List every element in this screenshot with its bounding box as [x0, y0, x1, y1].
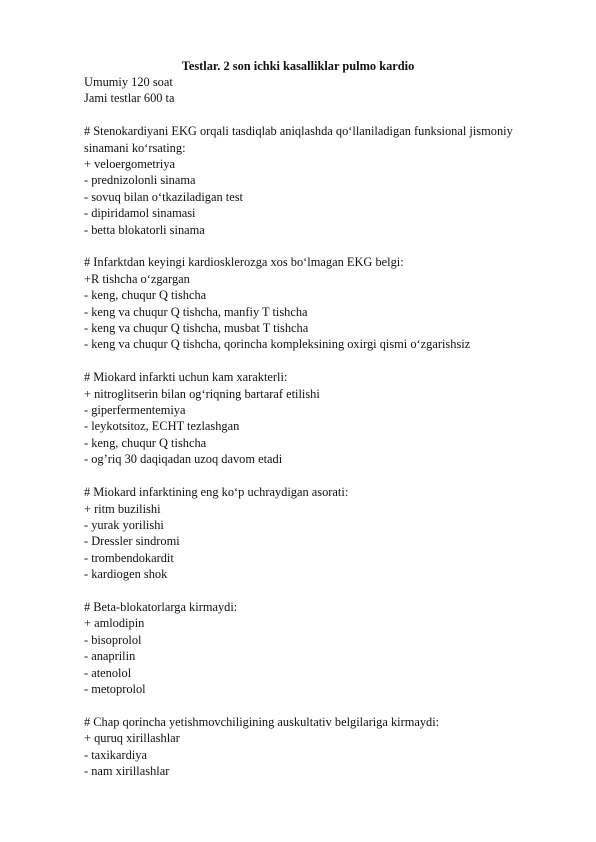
- answer-option: - betta blokatorli sinama: [84, 222, 205, 237]
- total-tests: Jami testlar 600 ta: [84, 91, 175, 106]
- correct-answer: + amlodipin: [84, 616, 145, 631]
- correct-answer: + veloergometriya: [84, 157, 176, 172]
- question-list: [84, 107, 554, 780]
- question-text: # Infarktdan keyingi kardiosklerozga xos bo‘lmagan EKG belgi:: [84, 255, 404, 270]
- question-block: [84, 123, 554, 238]
- correct-answer: + quruq xirillashlar: [84, 731, 180, 746]
- blank-line: [84, 107, 554, 123]
- question-block: [84, 599, 554, 697]
- answer-option: - dipiridamol sinamasi: [84, 206, 196, 221]
- document-title: Testlar. 2 son ichki kasalliklar pulmo kardio: [181, 59, 415, 73]
- total-hours: Umumiy 120 soat: [84, 75, 173, 89]
- answer-option: - bisoprolol: [84, 632, 142, 647]
- question-block: [84, 484, 554, 582]
- answer-option: - keng va chuqur Q tishcha, qorincha kompleksining oxirgi qismi o‘zgarishsiz: [84, 337, 471, 352]
- correct-answer: +R tishcha o‘zgargan: [84, 271, 190, 286]
- question-block: [84, 254, 554, 352]
- question-text: # Beta-blokatorlarga kirmaydi:: [84, 599, 238, 614]
- blank-line: [84, 353, 554, 369]
- answer-option: - yurak yorilishi: [84, 517, 164, 532]
- question-text: # Miokard infarktining eng ko‘p uchraydigan asorati:: [84, 485, 349, 500]
- answer-option: - kardiogen shok: [84, 567, 168, 582]
- blank-line: [84, 697, 554, 713]
- question-text: # Miokard infarkti uchun kam xarakterli:: [84, 370, 288, 385]
- question-text: # Stenokardiyani EKG orqali tasdiqlab aniqlashda qo‘llaniladigan funksional jismoniy sinamani ko‘rsating:: [84, 124, 513, 155]
- correct-answer: + nitroglitserin bilan og‘riqning bartaraf etilishi: [84, 386, 320, 401]
- question-block: [84, 369, 554, 467]
- answer-option: - keng, chuqur Q tishcha: [84, 435, 207, 450]
- answer-option: - sovuq bilan o‘tkaziladigan test: [84, 189, 243, 204]
- blank-line: [84, 583, 554, 599]
- document-body: [84, 74, 554, 779]
- answer-option: - leykotsitoz, ECHT tezlashgan: [84, 419, 240, 434]
- answer-option: - Dressler sindromi: [84, 534, 180, 549]
- answer-option: - nam xirillashlar: [84, 763, 170, 778]
- answer-option: - og’riq 30 daqiqadan uzoq davom etadi: [84, 452, 283, 467]
- answer-option: - keng va chuqur Q tishcha, musbat T tishcha: [84, 321, 309, 336]
- answer-option: - keng, chuqur Q tishcha: [84, 288, 207, 303]
- blank-line: [84, 238, 554, 254]
- answer-option: - metoprolol: [84, 681, 146, 696]
- answer-option: - prednizolonli sinama: [84, 173, 196, 188]
- correct-answer: + ritm buzilishi: [84, 501, 161, 516]
- answer-option: - trombendokardit: [84, 550, 174, 565]
- blank-line: [84, 468, 554, 484]
- answer-option: - atenolol: [84, 665, 132, 680]
- answer-option: - taxikardiya: [84, 747, 147, 762]
- answer-option: - anaprilin: [84, 649, 136, 664]
- question-text: # Chap qorincha yetishmovchiligining auskultativ belgilariga kirmaydi:: [84, 714, 440, 729]
- answer-option: - giperfermentemiya: [84, 403, 186, 418]
- question-block: [84, 714, 554, 780]
- answer-option: - keng va chuqur Q tishcha, manfiy T tishcha: [84, 304, 308, 319]
